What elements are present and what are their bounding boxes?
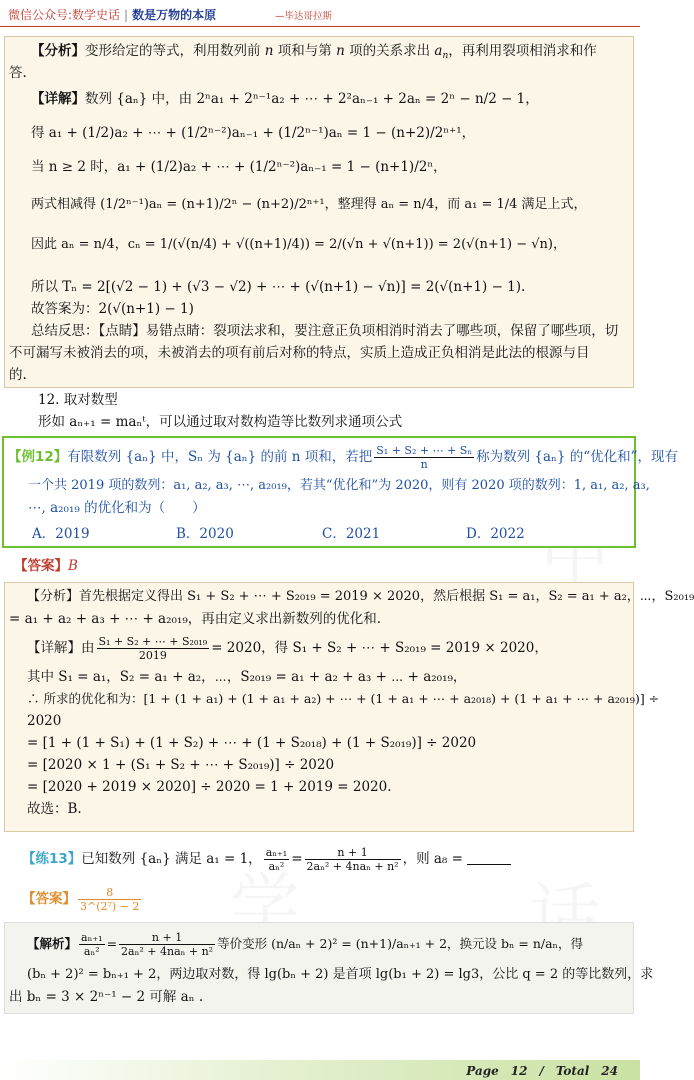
answer-12-value: B — [68, 558, 78, 574]
header-author: —毕达哥拉斯 — [275, 11, 333, 22]
analysis-12-text-3a: 【详解】由 — [27, 640, 95, 656]
answer-blank — [467, 851, 511, 865]
analysis-12-line-8: = [2020 × 1 + (S₁ + S₂ + ⋯ + S₂₀₁₉)] ÷ 2020 — [27, 757, 335, 773]
detail-line-5: 因此 aₙ = n/4，cₙ = 1/(√(n/4) + √((n+1)/4)) = 2/(√n + √(n+1)) = 2(√(n+1) − √n)， — [31, 237, 566, 252]
page-counter: Page 12 / Total 24 — [466, 1064, 618, 1078]
practice-13-label: 【练13】 — [22, 851, 82, 867]
analysis-12-text-3b: = 2020，得 S₁ + S₂ + ⋯ + S₂₀₁₉ = 2019 × 2020， — [211, 640, 548, 656]
solution-13-label: 【解析】 — [27, 936, 78, 951]
analysis-1-line: 【分析】变形给定的等式，利用数列前 n 项和与第 n 项的关系求出 $a_n$，再利用裂项相消求和作 — [31, 43, 597, 61]
header-brand — [8, 6, 216, 23]
example-12-line-2: 一个共 2019 项的数列：a₁, a₂, a₃, ⋯, a₂₀₁₉，若其“优化和”为 2020，则有 2020 项的数列：1, a₁, a₂, a₃, — [28, 478, 650, 493]
analysis-12-frac-den: 2019 — [138, 649, 167, 662]
detail-line-1 — [31, 89, 539, 109]
answer-13 — [22, 886, 143, 913]
answer-13-label: 【答案】 — [22, 891, 76, 907]
page-header — [0, 0, 640, 32]
analysis-12-line-5: ∴ 所求的优化和为：[1 + (1 + a₁) + (1 + a₁ + a₂) + ⋯ + (1 + a₁ + ⋯ + a₂₀₁₈) + (1 + a₁ + ⋯ + a₂₀₁₉)] ÷ — [27, 691, 660, 706]
solution-13-text-1a: 等价变形 (n/aₙ + 2)² = (n+1)/aₙ₊₁ + 2，换元设 bₙ = n/aₙ，得 — [217, 936, 583, 951]
practice-13-frac-2-num: n + 1 — [305, 846, 401, 860]
detail-line-4: 两式相减得 (1/2ⁿ⁻¹)aₙ = (n+1)/2ⁿ − (n+2)/2ⁿ⁺¹，整理得 aₙ = n/4，而 a₁ = 1/4 满足上式， — [31, 197, 587, 212]
solution-13-frac-1 — [79, 931, 105, 958]
example-12-line-3: ⋯, a₂₀₁₉ 的优化和为（ ） — [28, 500, 206, 516]
page-footer — [0, 1060, 640, 1080]
example-12-text-1a: 有限数列 {aₙ} 中，Sₙ 为 {aₙ} 的前 n 项和，若把 — [67, 449, 373, 465]
analysis-12-line-2: = a₁ + a₂ + a₃ + ⋯ + a₂₀₁₉，再由定义求出新数列的优化和. — [9, 611, 382, 627]
analysis-12-line-9: = [2020 + 2019 × 2020] ÷ 2020 = 1 + 2019 = 2020. — [27, 779, 392, 795]
solution-13-frac-2-den: 2aₙ² + 4naₙ + n² — [121, 945, 214, 958]
practice-13-frac-2 — [305, 846, 401, 873]
practice-13-frac-1-den: aₙ² — [268, 860, 285, 873]
analysis-text-1: 变形给定的等式，利用数列前 — [85, 43, 261, 59]
example-12-frac-den: n — [420, 458, 428, 471]
analysis-12-line-6: 2020 — [27, 713, 62, 729]
practice-13-frac-1 — [264, 846, 290, 873]
analysis-label: 【分析】 — [31, 43, 85, 59]
brand-account: 微信公众号:数学史话 — [8, 8, 121, 22]
example-12-line-1 — [8, 444, 678, 471]
analysis-box-12 — [4, 582, 694, 832]
detail-line-3: 当 n ≥ 2 时，a₁ + (1/2)a₂ + ⋯ + (1/2ⁿ⁻²)aₙ₋₁ = 1 − (n+1)/2ⁿ， — [31, 159, 447, 175]
example-12-fraction — [374, 444, 474, 471]
example-12-box — [2, 436, 679, 548]
brand-separator: | — [124, 8, 129, 22]
option-d: D．2022 — [466, 526, 525, 542]
analysis-1-line-2: 答. — [9, 65, 27, 81]
analysis-12-line-7: = [1 + (1 + S₁) + (1 + S₂) + ⋯ + (1 + S₂₀₁₈) + (1 + S₂₀₁₉)] ÷ 2020 — [27, 735, 477, 751]
solution-13-frac-2-num: n + 1 — [119, 931, 215, 945]
solution-13-frac-1-den: aₙ² — [83, 945, 100, 958]
analysis-12-line-10: 故选：B. — [27, 801, 82, 817]
analysis-box-1 — [4, 36, 634, 388]
option-a: A．2019 — [32, 526, 90, 542]
practice-13-text-1b: ，则 a₈ = — [402, 851, 463, 867]
solution-13-frac-2 — [119, 931, 215, 958]
section-12-title: 12. 取对数型 — [38, 392, 118, 408]
answer-12-label: 【答案】 — [14, 558, 68, 574]
option-b: B．2020 — [176, 526, 234, 542]
summary-line-2: 不可漏写未被消去的项，未被消去的项有前后对称的特点，实质上造成正负相消是此法的根源与目 — [9, 345, 590, 361]
example-12-frac-num: S₁ + S₂ + ⋯ + Sₙ — [376, 444, 473, 457]
section-12-desc: 形如 aₙ₊₁ = maₙᵗ，可以通过取对数构造等比数列求通项公式 — [38, 414, 403, 430]
brand-title: 数是万物的本原 — [132, 8, 217, 22]
analysis-text-3: 项的关系求出 — [349, 43, 431, 59]
practice-13-frac-2-den: 2aₙ² + 4naₙ + n² — [306, 860, 399, 873]
detail-text-1: 数列 {aₙ} 中，由 2ⁿa₁ + 2ⁿ⁻¹a₂ + ⋯ + 2²aₙ₋₁ + 2aₙ = 2ⁿ − n/2 − 1， — [85, 91, 539, 107]
summary-line-3: 的. — [9, 367, 27, 383]
solution-13-frac-1-num: aₙ₊₁ — [81, 931, 103, 944]
analysis-12-line-4: 其中 S₁ = a₁，S₂ = a₁ + a₂，⋯，S₂₀₁₉ = a₁ + a₂ + a₃ + ⋯ + a₂₀₁₉， — [27, 669, 467, 685]
summary-line-1: 总结反思：【点睛】易错点睛：裂项法求和，要注意正负项相消时消去了哪些项，保留了哪些项，切 — [31, 323, 619, 339]
detail-label: 【详解】 — [31, 91, 85, 107]
solution-13-line-2: (bₙ + 2)² = bₙ₊₁ + 2，两边取对数，得 lg(bₙ + 2) 是首项 lg(b₁ + 2) = lg3，公比 q = 2 的等比数列，求 — [27, 967, 654, 982]
example-12-label: 【例12】 — [8, 449, 68, 465]
practice-13-text-1a: 已知数列 {aₙ} 满足 a₁ = 1， — [81, 851, 262, 867]
practice-13-eq: = — [291, 851, 303, 867]
analysis-text-4: ，再利用裂项相消求和作 — [448, 43, 597, 59]
analysis-12-frac-num: S₁ + S₂ + ⋯ + S₂₀₁₉ — [98, 635, 208, 648]
analysis-12-line-3 — [27, 635, 548, 662]
solution-13-line-3: 出 bₙ = 3 × 2ⁿ⁻¹ − 2 可解 aₙ . — [9, 989, 204, 1005]
analysis-text-2: 项和与第 — [277, 43, 332, 59]
solution-13-line-1: 【解析】 $\frac{\text{aₙ₊₁}}{\text{aₙ²}}$ = $\frac{n + 1}{\text{2aₙ² + 4naₙ + n²}}$ 等价变形 (n/aₙ + 2)² = (n+1)/aₙ₊₁ + 2，换元设 bₙ = n/aₙ，得 — [27, 931, 583, 958]
detail-line-6: 所以 Tₙ = 2[(√2 − 1) + (√3 − √2) + ⋯ + (√(n+1) − √n)] = 2(√(n+1) − 1). — [31, 279, 526, 295]
option-c: C．2021 — [322, 526, 381, 542]
answer-13-fraction — [78, 886, 141, 913]
practice-13-line — [22, 846, 511, 873]
practice-13-frac-1-num: aₙ₊₁ — [265, 846, 288, 859]
detail-line-7: 故答案为：2(√(n+1) − 1) — [31, 301, 194, 317]
detail-line-2: 得 a₁ + (1/2)a₂ + ⋯ + (1/2ⁿ⁻²)aₙ₋₁ + (1/2ⁿ⁻¹)aₙ = 1 − (n+2)/2ⁿ⁺¹， — [31, 125, 476, 141]
example-12-text-1b: 称为数列 {aₙ} 的“优化和”，现有 — [476, 449, 679, 465]
analysis-12-line-1: 【分析】首先根据定义得出 S₁ + S₂ + ⋯ + S₂₀₁₉ = 2019 × 2020，然后根据 S₁ = a₁，S₂ = a₁ + a₂，⋯，S₂₀₁₉ — [27, 589, 694, 604]
answer-12 — [14, 556, 78, 576]
analysis-12-fraction — [97, 635, 210, 662]
answer-13-num: 8 — [78, 886, 141, 900]
answer-13-den: 3^(2⁷) − 2 — [80, 900, 140, 913]
solution-13-box — [4, 922, 654, 1014]
header-rule — [0, 26, 640, 27]
